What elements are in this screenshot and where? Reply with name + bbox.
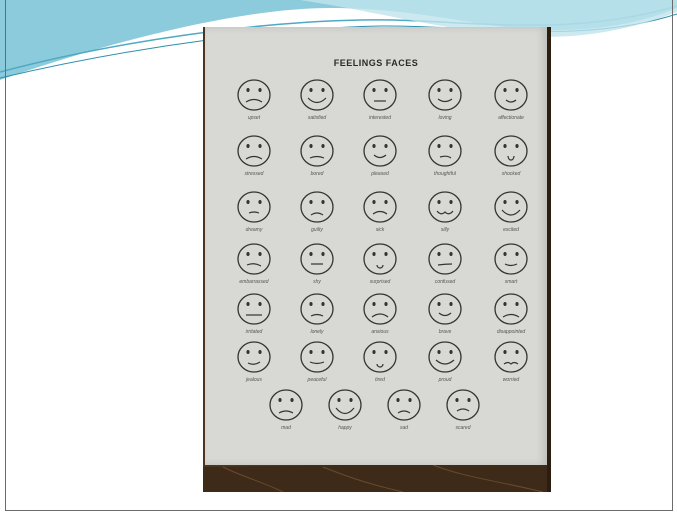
anxious-face-icon: [361, 291, 399, 327]
feeling-face: [420, 77, 470, 129]
feelings-poster-photo: [203, 27, 551, 492]
surprised-face-icon: [361, 241, 399, 277]
lonely-face-icon: [298, 291, 336, 327]
face-label: lonely: [310, 329, 324, 335]
face-label: brave: [438, 329, 452, 335]
sad-face-icon: [385, 387, 423, 423]
dreamy-face-icon: [235, 189, 273, 225]
embarrassed-face-icon: [235, 241, 273, 277]
face-label: mad: [281, 425, 291, 431]
face-label: confused: [434, 279, 456, 285]
face-label: guilty: [311, 227, 323, 233]
feeling-face: [355, 339, 405, 391]
excited-face-icon: [492, 189, 530, 225]
face-label: tired: [375, 377, 385, 383]
feeling-face: [420, 189, 470, 241]
face-label: surprised: [369, 279, 391, 285]
disappointed-face-icon: [492, 291, 530, 327]
shocked-face-icon: [492, 133, 530, 169]
feeling-face: [292, 77, 342, 129]
face-label: thoughtful: [434, 171, 456, 177]
sick-face-icon: [361, 189, 399, 225]
face-label: dreamy: [245, 227, 263, 233]
face-label: stressed: [244, 171, 264, 177]
brave-face-icon: [426, 291, 464, 327]
feeling-face: [261, 387, 311, 439]
poster-paper: [205, 27, 547, 465]
feeling-face: [486, 189, 536, 241]
feeling-face: [229, 133, 279, 185]
feeling-face: [379, 387, 429, 439]
satisfied-face-icon: [298, 77, 336, 113]
feeling-face: [229, 189, 279, 241]
feeling-face: [420, 133, 470, 185]
feeling-face: [486, 133, 536, 185]
face-label: affectionate: [498, 115, 524, 121]
tired-face-icon: [361, 339, 399, 375]
feeling-face: [420, 291, 470, 343]
face-label: scared: [455, 425, 471, 431]
feeling-face: [229, 339, 279, 391]
feeling-face: [486, 291, 536, 343]
face-label: pleased: [371, 171, 389, 177]
feeling-face: [420, 339, 470, 391]
feeling-face: [486, 241, 536, 293]
pleased-face-icon: [361, 133, 399, 169]
feeling-face: [292, 133, 342, 185]
feeling-face: [320, 387, 370, 439]
poster-title: FEELINGS FACES: [333, 58, 419, 68]
face-label: shy: [313, 279, 321, 285]
feeling-face: [355, 189, 405, 241]
face-label: shocked: [501, 171, 521, 177]
shy-face-icon: [298, 241, 336, 277]
affectionate-face-icon: [492, 77, 530, 113]
feeling-face: [229, 77, 279, 129]
face-label: sad: [399, 425, 409, 431]
worried-face-icon: [492, 339, 530, 375]
feeling-face: [229, 241, 279, 293]
loving-face-icon: [426, 77, 464, 113]
feeling-face: [420, 241, 470, 293]
feeling-face: [486, 77, 536, 129]
smart-face-icon: [492, 241, 530, 277]
face-label: peaceful: [307, 377, 327, 383]
feeling-face: [292, 291, 342, 343]
face-label: jealous: [246, 377, 262, 383]
bored-face-icon: [298, 133, 336, 169]
face-label: anxious: [371, 329, 389, 335]
face-label: irritated: [245, 329, 263, 335]
face-label: loving: [438, 115, 452, 121]
face-label: upset: [247, 115, 261, 121]
face-label: worried: [502, 377, 520, 383]
face-label: happy: [338, 425, 352, 431]
face-label: smart: [504, 279, 518, 285]
feeling-face: [438, 387, 488, 439]
feeling-face: [229, 291, 279, 343]
face-label: silly: [440, 227, 450, 233]
scared-face-icon: [444, 387, 482, 423]
jealous-face-icon: [235, 339, 273, 375]
happy-face-icon: [326, 387, 364, 423]
feeling-face: [292, 189, 342, 241]
interested-face-icon: [361, 77, 399, 113]
face-label: proud: [438, 377, 452, 383]
irritated-face-icon: [235, 291, 273, 327]
face-label: sick: [375, 227, 385, 233]
confused-face-icon: [426, 241, 464, 277]
face-label: embarrassed: [239, 279, 269, 285]
silly-face-icon: [426, 189, 464, 225]
feeling-face: [292, 241, 342, 293]
feeling-face: [355, 133, 405, 185]
face-label: disappointed: [496, 329, 526, 335]
peaceful-face-icon: [298, 339, 336, 375]
feeling-face: [486, 339, 536, 391]
face-label: interested: [369, 115, 391, 121]
feeling-face: [292, 339, 342, 391]
feeling-face: [355, 77, 405, 129]
guilty-face-icon: [298, 189, 336, 225]
feeling-face: [355, 241, 405, 293]
face-label: bored: [310, 171, 324, 177]
face-label: satisfied: [307, 115, 327, 121]
mad-face-icon: [267, 387, 305, 423]
proud-face-icon: [426, 339, 464, 375]
upset-face-icon: [235, 77, 273, 113]
thoughtful-face-icon: [426, 133, 464, 169]
feeling-face: [355, 291, 405, 343]
stressed-face-icon: [235, 133, 273, 169]
face-label: excited: [503, 227, 519, 233]
